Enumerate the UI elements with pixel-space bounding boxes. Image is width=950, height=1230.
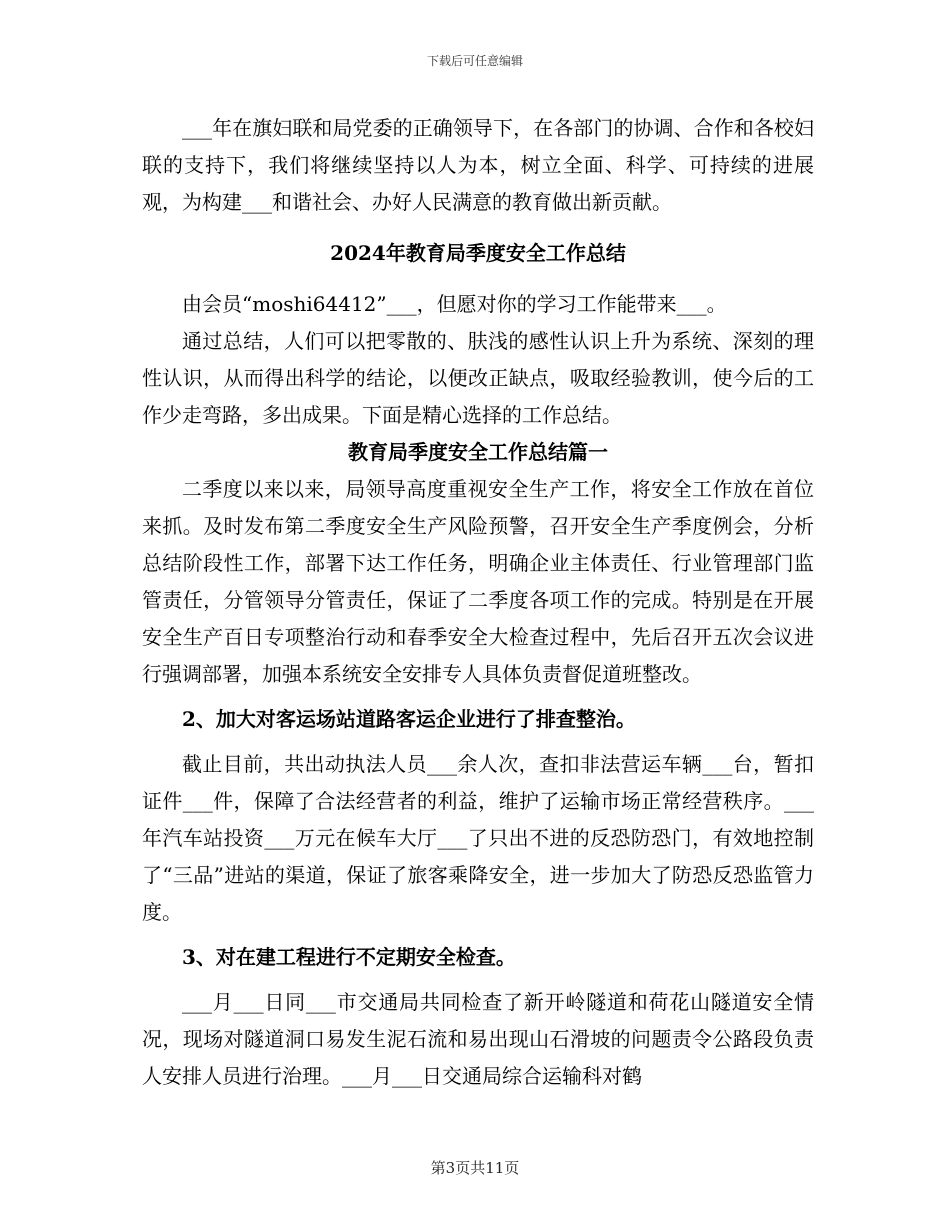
document-title: 2024年教育局季度安全工作总结 (330, 241, 626, 265)
paragraph-intro: ___年在旗妇联和局党委的正确领导下，在各部门的协调、合作和各校妇联的支持下，我们将继续坚持以人为本，树立全面、科学、可持续的进展观，为构建___和谐社会、办好人民满意的教育做出新贡献。 (142, 116, 814, 214)
paragraph-enforcement: 截止目前，共出动执法人员___余人次，查扣非法营运车辆___台，暂扣证件___件，保障了合法经营者的利益，维护了运输市场正常经营秩序。___年汽车站投资___万元在候车大厅___了只出不进的反恐防恐门，有效地控制了“三品”进站的渠道，保证了旅客乘降安全，进一步加大了防恐反恐监管力度。 (142, 752, 814, 924)
page-header: 下载后可任意编辑 (426, 54, 523, 68)
paragraph-member-note: 由会员“moshi64412”___，但愿对你的学习工作能带来___。 (182, 292, 727, 316)
page-footer: 第3页共11页 (430, 1159, 520, 1177)
paragraph-summary-purpose: 通过总结，人们可以把零散的、肤浅的感性认识上升为系统、深刻的理性认识，从而得出科学的结论，以便改正缺点，吸取经验教训，使今后的工作少走弯路，多出成果。下面是精心选择的工作总结。 (142, 329, 814, 427)
document-body (142, 110, 814, 1095)
paragraph-inspection: ___月___日同___市交通局共同检查了新开岭隧道和荷花山隧道安全情况，现场对隧道洞口易发生泥石流和易出现山石滑坡的问题责令公路段负责人安排人员进行治理。___月___日交通局综合运输科对鹤 (142, 990, 814, 1088)
section-title: 教育局季度安全工作总结篇一 (348, 440, 608, 464)
section-heading-2: 2、加大对客运场站道路客运企业进行了排查整治。 (182, 707, 636, 731)
paragraph-q2-overview: 二季度以来以来，局领导高度重视安全生产工作，将安全工作放在首位来抓。及时发布第二季度安全生产风险预警，召开安全生产季度例会，分析总结阶段性工作，部署下达工作任务，明确企业主体责任、行业管理部门监管责任，分管领导分管责任，保证了二季度各项工作的完成。特别是在开展安全生产百日专项整治行动和春季安全大检查过程中，先后召开五次会议进行强调部署，加强本系统安全安排专人具体负责督促道班整改。 (142, 477, 814, 686)
section-heading-3: 3、对在建工程进行不定期安全检查。 (182, 945, 516, 969)
